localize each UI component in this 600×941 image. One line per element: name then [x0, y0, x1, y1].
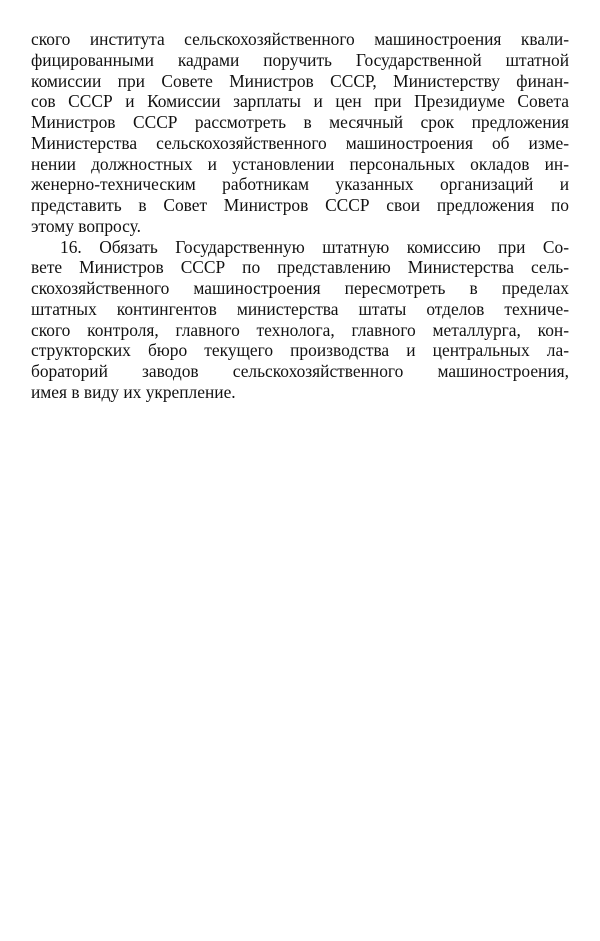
text-line: женерно-техническим работникам указанных организаций и	[31, 174, 569, 195]
text-line: имея в виду их укрепление.	[31, 381, 236, 402]
text-line: фицированными кадрами поручить Государственной штатной	[31, 49, 569, 70]
text-line: скохозяйственного машиностроения пересмотреть в пределах	[31, 278, 569, 298]
paragraph-item-16	[31, 237, 569, 403]
text-line: представить в Совет Министров СССР свои предложения по	[31, 195, 569, 215]
text-line: бораторий заводов сельскохозяйственного машиностроения,	[31, 361, 569, 381]
text-line: Министров СССР рассмотреть в месячный срок предложения	[31, 112, 569, 132]
text-line: структорских бюро текущего производства и центральных ла-	[31, 340, 569, 361]
text-line: 16. Обязать Государственную штатную комиссию при Со-	[60, 236, 569, 257]
document-text	[31, 29, 569, 403]
text-line: ского института сельскохозяйственного машиностроения квали-	[31, 29, 569, 49]
text-line: Министерства сельскохозяйственного машиностроения об изме-	[31, 132, 569, 153]
text-line: штатных контингентов министерства штаты отделов техниче-	[31, 298, 569, 319]
text-line: ского контроля, главного технолога, главного металлурга, кон-	[31, 319, 569, 340]
text-line: комиссии при Совете Министров СССР, Министерству финан-	[31, 70, 569, 91]
text-line: вете Министров СССР по представлению Министерства сель-	[31, 257, 569, 278]
text-line: сов СССР и Комиссии зарплаты и цен при Президиуме Совета	[31, 91, 569, 112]
paragraph-continuation	[31, 29, 569, 237]
text-line: нении должностных и установлении персональных окладов ин-	[31, 153, 569, 174]
text-line: этому вопросу.	[31, 215, 141, 236]
